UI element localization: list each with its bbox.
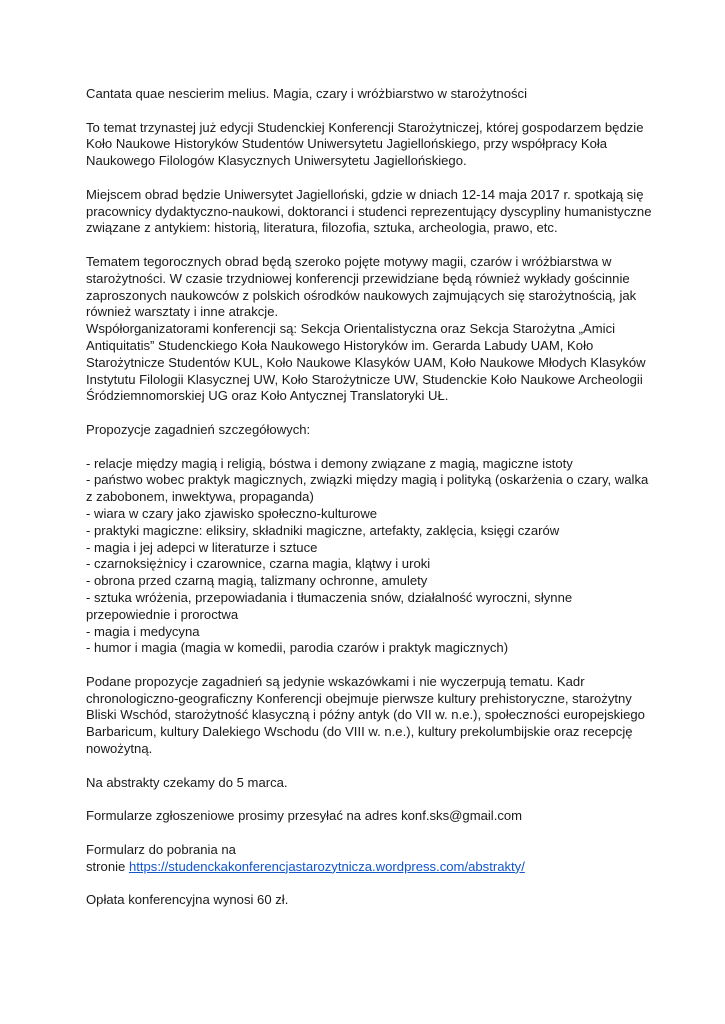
title-line: Cantata quae nescierim melius. Magia, czary i wróżbiarstwo w starożytności bbox=[86, 86, 527, 101]
list-item: - czarnoksiężnicy i czarownice, czarna magia, klątwy i uroki bbox=[86, 556, 431, 572]
proposals-list bbox=[86, 456, 656, 658]
text-line: Starożytnicze Studentów KUL, Koło Naukowe Klasyków UAM, Koło Naukowe Młodych Klasyków bbox=[86, 354, 646, 370]
document-page bbox=[86, 86, 656, 926]
text-line: Podane propozycje zagadnień są jedynie wskazówkami i nie wyczerpują tematu. Kadr bbox=[86, 673, 585, 689]
text-line: Antiquitatis” Studenckiego Koła Naukowego Historyków im. Gerarda Labudy UAM, Koło bbox=[86, 337, 594, 353]
heading-line: Propozycje zagadnień szczegółowych: bbox=[86, 421, 311, 437]
proposals-heading bbox=[86, 422, 656, 439]
list-item: - magia i jej adepci w literaturze i sztuce bbox=[86, 539, 318, 555]
list-item: - relacje między magią i religią, bóstwa i demony związane z magią, magiczne istoty bbox=[86, 455, 573, 471]
text-line: starożytności. W czasie trzydniowej konferencji przewidziane będą również wykłady gościnnie bbox=[86, 270, 630, 286]
text-line: Bliski Wschód, starożytność klasyczną i późny antyk (do VII w. n.e.), społeczności europejskiego bbox=[86, 707, 645, 723]
list-item: - magia i medycyna bbox=[86, 623, 200, 639]
list-item: przepowiednie i proroctwa bbox=[86, 606, 239, 622]
list-item: - państwo wobec praktyk magicznych, związki między magią i polityką (oskarżenia o czary, walka bbox=[86, 472, 649, 488]
list-item: z zabobonem, inwektywa, propaganda) bbox=[86, 489, 314, 505]
fee-paragraph bbox=[86, 892, 656, 909]
text-line: Współorganizatorami konferencji są: Sekcja Orientalistyczna oraz Sekcja Starożytna „Amici bbox=[86, 321, 616, 337]
text-line: Formularz do pobrania na bbox=[86, 841, 236, 857]
text-line: Opłata konferencyjna wynosi 60 zł. bbox=[86, 892, 289, 908]
document-title bbox=[86, 86, 656, 103]
text-line: Formularze zgłoszeniowe prosimy przesyłać na adres konf.sks@gmail.com bbox=[86, 808, 523, 824]
text-line: Śródziemnomorskiej UG oraz Koło Antycznej Translatoryki UŁ. bbox=[86, 388, 449, 404]
download-link-line bbox=[86, 859, 656, 876]
text-line: Koło Naukowe Historyków Studentów Uniwersytetu Jagiellońskiego, przy współpracy Koła bbox=[86, 136, 608, 152]
list-item: - praktyki magiczne: eliksiry, składniki magiczne, artefakty, zaklęcia, księgi czarów bbox=[86, 522, 560, 538]
download-prefix: stronie bbox=[86, 858, 129, 874]
intro-paragraph bbox=[86, 120, 656, 170]
list-item: - sztuka wróżenia, przepowiadania i tłumaczenia snów, działalność wyroczni, słynne bbox=[86, 589, 573, 605]
abstracts-link[interactable]: https://studenckakonferencjastarozytnicza.wordpress.com/abstrakty/ bbox=[128, 858, 525, 874]
text-line: chronologiczno-geograficzny Konferencji obejmuje pierwsze kultury prehistoryczne, starożytny bbox=[86, 690, 632, 706]
abstracts-deadline bbox=[86, 775, 656, 792]
text-line: pracownicy dydaktyczno-naukowi, doktoranci i studenci reprezentujący dyscypliny humanistyczne bbox=[86, 203, 652, 219]
text-line: Na abstrakty czekamy do 5 marca. bbox=[86, 774, 288, 790]
text-line: nowożytną. bbox=[86, 741, 153, 757]
text-line: Naukowego Filologów Klasycznych Uniwersytetu Jagiellońskiego. bbox=[86, 153, 467, 169]
text-line: związane z antykiem: historią, literatura, filozofia, sztuka, archeologia, prawo, etc. bbox=[86, 220, 558, 236]
text-line: Barbaricum, kultury Dalekiego Wschodu (do VIII w. n.e.), kultury prekolumbijskie oraz recepcję bbox=[86, 724, 633, 740]
text-line: zaproszonych naukowców z polskich ośrodków naukowych zajmujących się starożytnością, jak bbox=[86, 287, 637, 303]
topics-paragraph bbox=[86, 254, 656, 405]
venue-paragraph bbox=[86, 187, 656, 237]
text-line: To temat trzynastej już edycji Studenckiej Konferencji Starożytniczej, której gospodarzem będzie bbox=[86, 119, 644, 135]
text-line: Instytutu Filologii Klasycznej UW, Koło Starożytnicze UW, Studenckie Koło Naukowe Archeologii bbox=[86, 371, 643, 387]
download-paragraph bbox=[86, 842, 656, 876]
list-item: - obrona przed czarną magią, talizmany ochronne, amulety bbox=[86, 573, 428, 589]
text-line: Miejscem obrad będzie Uniwersytet Jagielloński, gdzie w dniach 12-14 maja 2017 r. spotkają się bbox=[86, 186, 644, 202]
scope-paragraph bbox=[86, 674, 656, 758]
text-line: Tematem tegorocznych obrad będą szeroko pojęte motywy magii, czarów i wróżbiarstwa w bbox=[86, 253, 612, 269]
text-line: również warsztaty i inne atrakcje. bbox=[86, 304, 279, 320]
forms-email bbox=[86, 808, 656, 825]
list-item: - wiara w czary jako zjawisko społeczno-kulturowe bbox=[86, 505, 378, 521]
list-item: - humor i magia (magia w komedii, parodia czarów i praktyk magicznych) bbox=[86, 640, 509, 656]
